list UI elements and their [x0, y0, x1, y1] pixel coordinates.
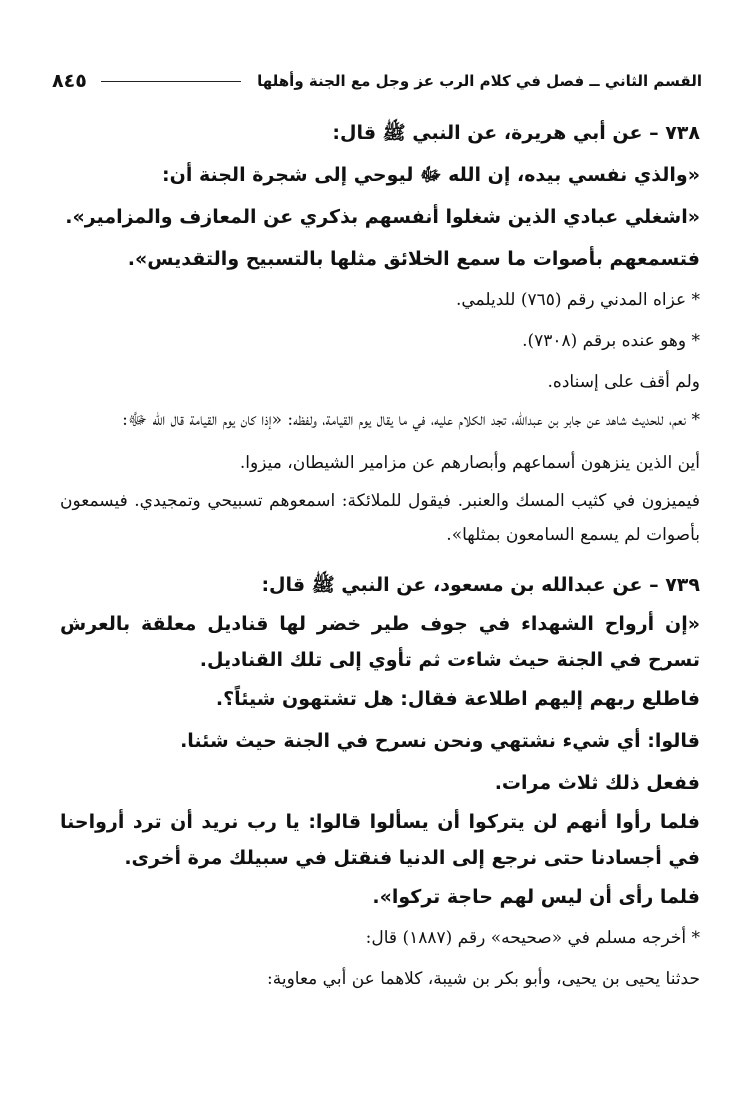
commentary-paragraph: فيميزون في كثيب المسك والعنبر. فيقول للملائكة: اسمعوهم تسبيحي وتمجيدي. فيسمعون بأصوات لم يسمع السامعون بمثلها». — [60, 491, 700, 545]
commentary-line: ولم أقف على إسناده. — [547, 372, 700, 392]
hadith-738-heading: ٧٣٨ – عن أبي هريرة، عن النبي ﷺ قال: — [332, 122, 700, 144]
hadith-738-text-line: فتسمعهم بأصوات ما سمع الخلائق مثلها بالتسبيح والتقديس». — [127, 248, 700, 270]
hadith-738-text-line: «اشغلي عبادي الذين شغلوا أنفسهم بذكري عن المعازف والمزامير». — [65, 206, 700, 228]
header-rule — [101, 81, 241, 82]
hadith-739-text-line: فاطلع ربهم إليهم اطلاعة فقال: هل تشتهون شيئاً؟. — [215, 688, 700, 710]
page-content — [60, 112, 700, 1000]
hadith-739-heading: ٧٣٩ – عن عبدالله بن مسعود، عن النبي ﷺ قال: — [261, 574, 700, 596]
running-header — [52, 64, 702, 98]
commentary-line: أين الذين ينزهون أسماعهم وأبصارهم عن مزامير الشيطان، ميزوا. — [239, 453, 700, 473]
commentary-paragraph: * نعم، للحديث شاهد عن جابر بن عبدالله، تجد الكلام عليه، في ما يقال يوم القيامة، ولفظه: «إذا كان يوم القيامة قال الله ﷻ: — [122, 410, 700, 430]
commentary-line: * أخرجه مسلم في «صحيحه» رقم (١٨٨٧) قال: — [365, 928, 700, 948]
commentary-line: * وهو عنده برقم (٧٣٠٨). — [522, 331, 700, 351]
page-number: ٨٤٥ — [52, 70, 87, 92]
commentary-line: * عزاه المدني رقم (٧٦٥) للديلمي. — [455, 290, 700, 310]
hadith-739-text-line: قالوا: أي شيء نشتهي ونحن نسرح في الجنة حيث شئنا. — [180, 730, 700, 752]
hadith-738-text-line: «والذي نفسي بيده، إن الله ﷻ ليوحي إلى شجرة الجنة أن: — [162, 164, 700, 186]
hadith-739-text-paragraph: فلما رأوا أنهم لن يتركوا أن يسألوا قالوا: يا رب نريد أن ترد أرواحنا في أجسادنا حتى نرجع إلى الدنيا فنقتل في سبيلك مرة أخرى. — [60, 811, 700, 869]
hadith-739-text-paragraph: «إن أرواح الشهداء في جوف طير خضر لها قناديل معلقة بالعرش تسرح في الجنة حيث شاءت ثم تأوي إلى تلك القناديل. — [60, 613, 700, 671]
hadith-739-text-line: فلما رأى أن ليس لهم حاجة تركوا». — [372, 886, 700, 908]
commentary-line: حدثنا يحيى بن يحيى، وأبو بكر بن شيبة، كلاهما عن أبي معاوية: — [267, 969, 700, 989]
running-header-title: القسم الثاني ــ فصل في كلام الرب عز وجل مع الجنة وأهلها — [257, 72, 702, 90]
hadith-739-text-line: ففعل ذلك ثلاث مرات. — [494, 772, 700, 794]
